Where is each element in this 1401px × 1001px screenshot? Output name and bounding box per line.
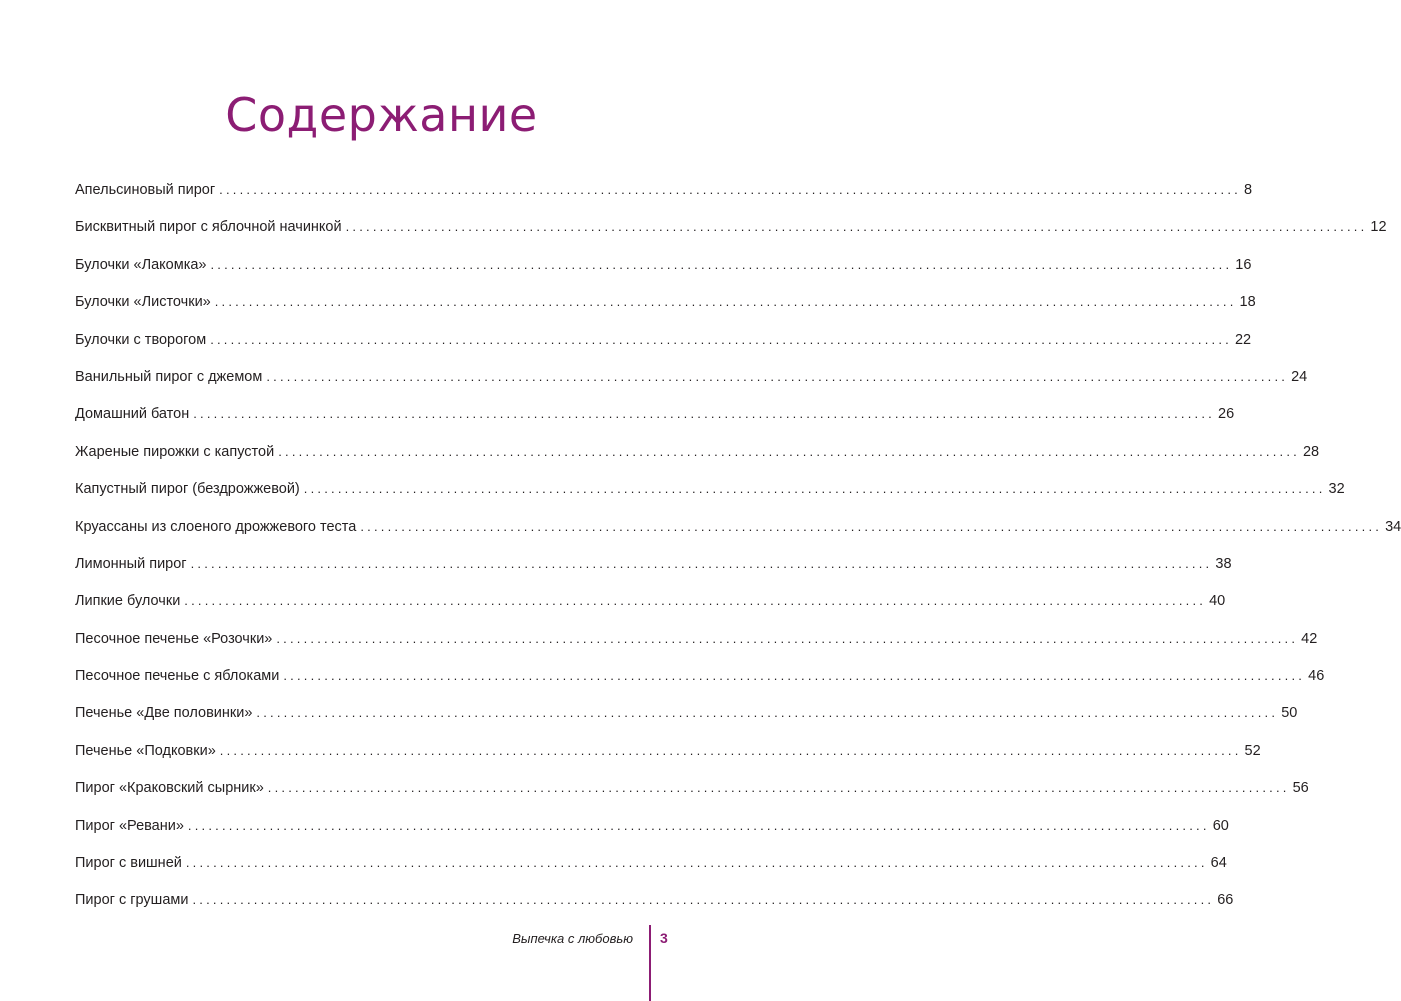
toc-row[interactable] [75, 180, 1253, 217]
toc-dot-leader: ...................................................................................................................................................... [214, 294, 1237, 310]
toc-page-number: 38 [1215, 555, 1232, 572]
toc-entry-title: Бисквитный пирог с яблочной начинкой [75, 219, 342, 236]
toc-row[interactable] [75, 778, 1309, 815]
toc-entry-title: Пирог с вишней [75, 855, 182, 872]
toc-page-number: 50 [1281, 705, 1298, 722]
toc-dot-leader: ...................................................................................................................................................... [190, 555, 1213, 571]
toc-entry-title: Песочное печенье с яблоками [75, 668, 280, 685]
toc-page-number: 46 [1308, 668, 1325, 685]
toc-entry-title: Лимонный пирог [75, 555, 187, 572]
toc-dot-leader: ...................................................................................................................................................... [303, 481, 1326, 497]
toc-entry-title: Булочки «Листочки» [75, 294, 211, 311]
page-title: Содержание [225, 88, 538, 142]
toc-row[interactable] [75, 591, 1226, 628]
toc-page-number: 16 [1235, 256, 1252, 273]
toc-page-number: 26 [1218, 406, 1235, 423]
toc-entry-title: Домашний батон [75, 406, 190, 423]
toc-dot-leader: ...................................................................................................................................................... [210, 256, 1233, 272]
toc-dot-leader: ...................................................................................................................................................... [360, 518, 1383, 534]
toc-dot-leader: ...................................................................................................................................................... [266, 368, 1289, 384]
toc-row[interactable] [75, 479, 1345, 516]
toc-page-number: 18 [1239, 294, 1256, 311]
toc-page-number: 22 [1234, 331, 1252, 348]
toc-entry-title: Ванильный пирог с джемом [75, 368, 263, 385]
table-of-contents [75, 180, 1401, 928]
toc-row[interactable] [75, 629, 1318, 666]
toc-entry-title: Апельсиновый пирог [75, 182, 216, 198]
toc-dot-leader: ...................................................................................................................................................... [219, 742, 1242, 758]
toc-row[interactable] [75, 890, 1234, 927]
footer-book-title: Выпечка с любовью [512, 931, 633, 946]
toc-page-number: 24 [1291, 368, 1308, 385]
toc-dot-leader: ...................................................................................................................................................... [345, 219, 1368, 235]
toc-row[interactable] [75, 292, 1256, 329]
toc-page-number: 12 [1370, 219, 1387, 236]
toc-page-number: 42 [1301, 630, 1318, 647]
toc-entry-title: Пирог «Краковский сырник» [75, 780, 264, 797]
toc-entry-title: Пирог с грушами [75, 892, 189, 909]
toc-row[interactable] [75, 442, 1320, 479]
toc-row[interactable] [75, 367, 1308, 404]
toc-dot-leader: ...................................................................................................................................................... [192, 892, 1215, 908]
toc-dot-leader: ...................................................................................................................................................... [267, 780, 1290, 796]
toc-row[interactable] [75, 330, 1252, 367]
toc-page-number: 60 [1212, 817, 1229, 834]
toc-page-number: 64 [1210, 855, 1227, 872]
toc-dot-leader: ...................................................................................................................................................... [283, 668, 1306, 684]
toc-entry-title: Круассаны из слоеного дрожжевого теста [75, 518, 357, 535]
toc-dot-leader: ...................................................................................................................................................... [256, 705, 1279, 721]
toc-entry-title: Пирог «Ревани» [75, 817, 184, 834]
toc-row[interactable] [75, 217, 1387, 254]
footer-divider [649, 925, 651, 1001]
toc-page-number: 66 [1217, 892, 1234, 909]
toc-page-number: 40 [1209, 593, 1226, 610]
toc-entry-title: Капустный пирог (бездрожжевой) [75, 481, 300, 498]
toc-dot-leader: ...................................................................................................................................................... [278, 443, 1300, 459]
toc-row[interactable] [75, 816, 1229, 853]
toc-row[interactable] [75, 853, 1227, 890]
toc-row[interactable] [75, 404, 1235, 441]
toc-page-number: 52 [1244, 742, 1261, 759]
toc-entry-title: Булочки «Лакомка» [75, 256, 207, 273]
toc-dot-leader: ...................................................................................................................................................... [219, 182, 1241, 197]
toc-row[interactable] [75, 741, 1261, 778]
toc-entry-title: Песочное печенье «Розочки» [75, 630, 273, 647]
toc-page-number: 56 [1292, 780, 1309, 797]
toc-dot-leader: ...................................................................................................................................................... [187, 817, 1210, 833]
footer-page-number: 3 [660, 930, 668, 946]
toc-page-number: 32 [1328, 481, 1345, 498]
toc-page-number: 34 [1385, 518, 1401, 535]
toc-row[interactable] [75, 703, 1298, 740]
toc-entry-title: Булочки с творогом [75, 331, 207, 348]
toc-entry-title: Печенье «Подковки» [75, 742, 216, 759]
toc-row[interactable] [75, 666, 1325, 703]
toc-dot-leader: ...................................................................................................................................................... [184, 593, 1207, 609]
toc-row[interactable] [75, 554, 1232, 591]
toc-dot-leader: ...................................................................................................................................................... [193, 406, 1215, 422]
toc-entry-title: Липкие булочки [75, 593, 181, 610]
toc-dot-leader: ...................................................................................................................................................... [185, 855, 1208, 871]
toc-entry-title: Жареные пирожки с капустой [75, 443, 275, 460]
toc-page-number: 28 [1302, 443, 1320, 460]
toc-dot-leader: ...................................................................................................................................................... [210, 331, 1232, 347]
toc-row[interactable] [75, 517, 1401, 554]
toc-page-number: 8 [1243, 182, 1253, 198]
toc-dot-leader: ...................................................................................................................................................... [276, 630, 1299, 646]
toc-entry-title: Печенье «Две половинки» [75, 705, 253, 722]
toc-row[interactable] [75, 255, 1252, 292]
